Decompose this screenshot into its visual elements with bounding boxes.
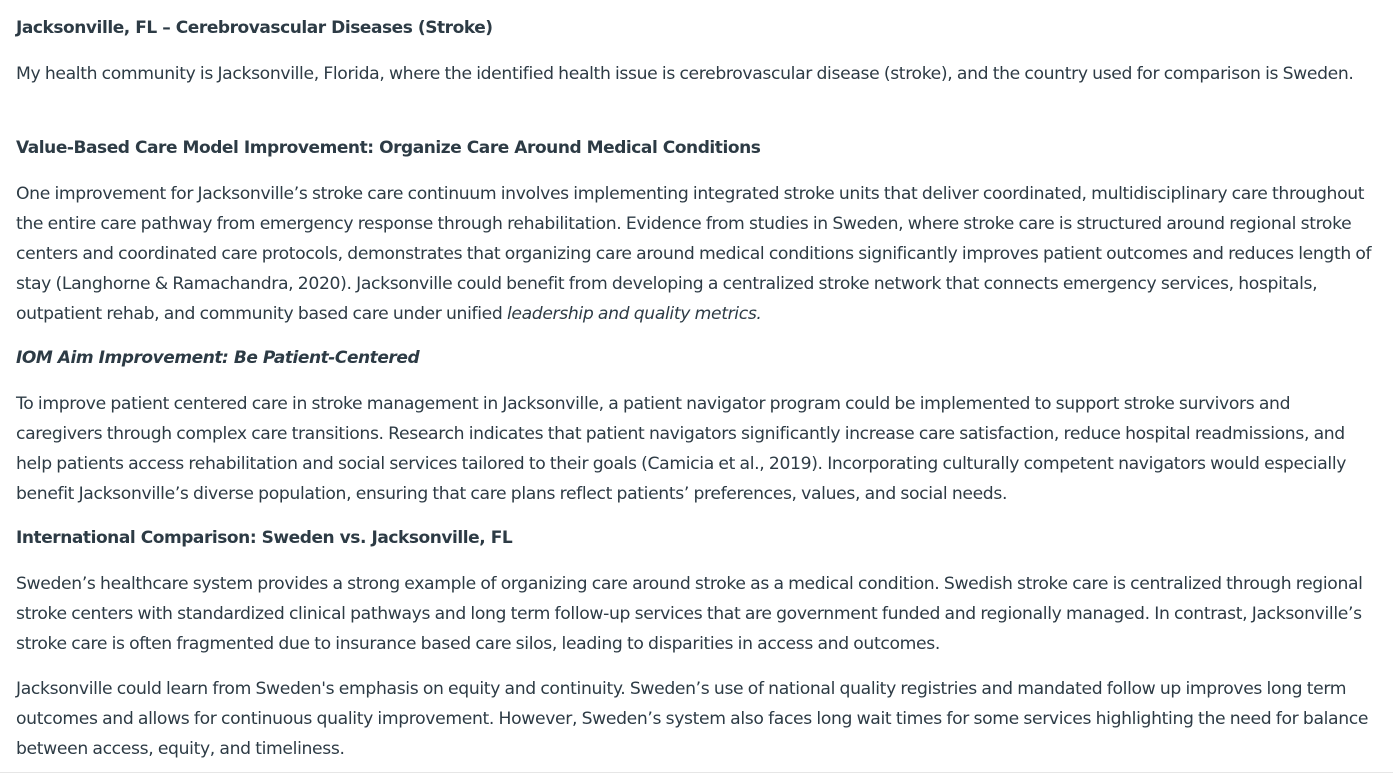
intro-paragraph: My health community is Jacksonville, Florida, where the identified health issue is cerebrovascular disease (stroke), and the country used for comparison is Sweden. bbox=[16, 64, 1354, 84]
iom-aim-paragraph: To improve patient centered care in stroke management in Jacksonville, a patient navigator program could be implemented to support stroke survivors and caregivers through complex care transitions. Research indicates that patient navigators significantly increase care satisfaction, reduce hospital readmissions, and help patients access rehabilitation and social services tailored to their goals (Camicia et al., 2019). Incorporating culturally competent navigators would especially benefit Jacksonville’s diverse population, ensuring that care plans reflect patients’ preferences, values, and social needs. bbox=[16, 394, 1347, 504]
section-heading-value-based-care: Value-Based Care Model Improvement: Organize Care Around Medical Conditions bbox=[16, 138, 761, 158]
value-based-care-text: One improvement for Jacksonville’s stroke care continuum involves implementing integrated stroke units that deliver coordinated, multidisciplinary care throughout the entire care pathway from emergency response through rehabilitation. Evidence from studies in Sweden, where stroke care is structured around regional stroke centers and coordinated care protocols, demonstrates that organizing care around medical conditions significantly improves patient outcomes and reduces length of stay (Langhorne & Ramachandra, 2020). Jacksonville could benefit from developing a centralized stroke network that connects emergency services, hospitals, outpatient rehab, and community based care under unified bbox=[16, 184, 1372, 324]
comparison-paragraph-2: Jacksonville could learn from Sweden's emphasis on equity and continuity. Sweden’s use of national quality registries and mandated follow up improves long term outcomes and allows for continuous quality improvement. However, Sweden’s system also faces long wait times for some services highlighting the need for balance between access, equity, and timeliness. bbox=[16, 679, 1369, 759]
bottom-divider bbox=[0, 772, 1393, 773]
value-based-care-paragraph bbox=[16, 179, 1378, 329]
section-heading-international-comparison: International Comparison: Sweden vs. Jacksonville, FL bbox=[16, 528, 513, 548]
value-based-care-emphasis: leadership and quality metrics. bbox=[506, 304, 762, 324]
comparison-paragraph-1: Sweden’s healthcare system provides a strong example of organizing care around stroke as a medical condition. Swedish stroke care is centralized through regional stroke centers with standardized clinical pathways and long term follow-up services that are government funded and regionally managed. In contrast, Jacksonville’s stroke care is often fragmented due to insurance based care silos, leading to disparities in access and outcomes. bbox=[16, 574, 1363, 654]
document-title: Jacksonville, FL – Cerebrovascular Diseases (Stroke) bbox=[16, 18, 493, 38]
section-heading-iom-aim: IOM Aim Improvement: Be Patient-Centered bbox=[16, 348, 420, 368]
